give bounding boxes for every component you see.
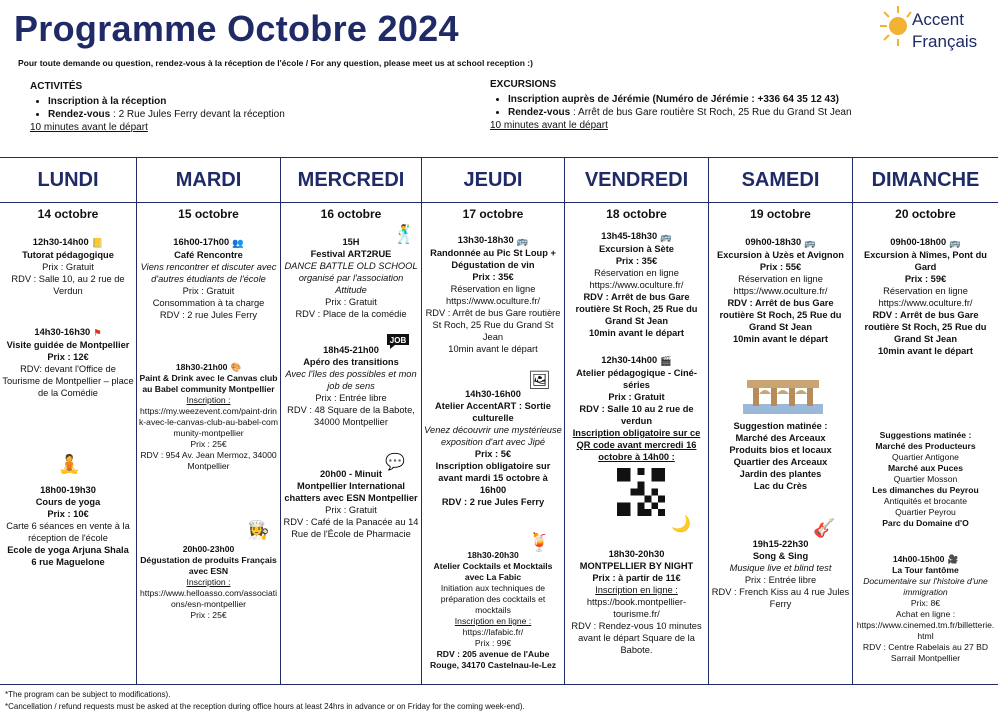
cocktail-icon: 🍹 [528, 532, 551, 552]
accent-francais-logo [878, 2, 988, 62]
excursions-info [490, 78, 980, 132]
excursions-note: 10 minutes avant le départ [490, 120, 608, 131]
bus-icon: 🚌 [660, 231, 672, 242]
activities-note: 10 minutes avant le départ [30, 122, 148, 133]
page-subtitle: Pour toute demande ou question, rendez-vous à la réception de l'école / For any question, please meet us at school reception :) [18, 58, 533, 68]
footer-note: *Cancellation / refund requests must be asked at the reception during office hours at least 24hrs in advance or on Friday for the coming week-end). [5, 702, 525, 711]
day-name: MARDI [137, 158, 280, 203]
activities-heading: ACTIVITÉS [30, 81, 83, 92]
event-sete: 13h45-18h30 🚌 Excursion à Sète Prix : 35€ Réservation en ligne https://www.oculture.fr/ RDV : Arrêt de bus Gare routière St Roch, 25 Rue du Grand St Jean 10min avant le départ [565, 230, 708, 339]
page-title: Programme Octobre 2024 [14, 8, 459, 49]
event-suggestions: Suggestions matinée : Marché des Producteurs Quartier Antigone Marché aux Puces Quartier Mosson Les dimanches du Peyrou Antiquités et brocante Quartier Peyrou Parc du Domaine d'O [872, 430, 979, 528]
logo-text-line1: Accent [912, 10, 964, 29]
oculture-link[interactable]: https://www.oculture.fr/ [445, 295, 541, 306]
day-date: 16 octobre [320, 207, 382, 221]
cinemed-link[interactable]: https://www.cinemed.tm.fr/billetterie.html [856, 620, 995, 642]
day-column-samedi [709, 158, 853, 684]
day-date: 20 octobre [895, 207, 956, 221]
day-column-lundi [0, 158, 137, 684]
excursions-item: • Rendez-vous : Arrêt de bus Gare routière St Roch, 25 Rue du Grand St Jean [508, 106, 980, 119]
day-date: 18 octobre [606, 207, 667, 221]
day-date: 14 octobre [37, 207, 99, 221]
week-grid [0, 158, 998, 686]
people-table-icon: 👥 [232, 237, 244, 248]
event-chatters: 20h00 - Minuit Montpellier International chatters avec ESN Montpellier Prix : Gratuit RDV : Café de la Panacée au 14 Rue de l'École de Pharmacie [283, 469, 419, 539]
paint-link[interactable]: https://my.weezevent.com/paint-drink-avec-le-canvas-club-au-babel-community-montpellier [139, 406, 278, 439]
bus-icon: 🚌 [516, 235, 529, 246]
oculture-link[interactable]: https://www.oculture.fr/ [878, 297, 973, 308]
yoga-icon: 🧘 [58, 454, 81, 474]
bus-icon: 🚌 [804, 237, 816, 248]
lafabic-link[interactable]: https://lafabic.fr/ [462, 627, 524, 637]
activities-info [30, 80, 450, 134]
day-date: 19 octobre [750, 207, 811, 221]
day-column-vendredi [565, 158, 709, 684]
day-name: SAMEDI [709, 158, 852, 203]
event-festival: 15H Festival ART2RUE DANCE BATTLE OLD SCHOOL organisé par l'association Attitude Prix : Gratuit RDV : Place de la comédie [284, 237, 418, 319]
event-song: 19h15-22h30 Song & Sing Musique live et blind test Prix : Entrée libre RDV : French Kiss au 4 rue Jules Ferry [711, 539, 850, 609]
chat-bubbles-icon: 💬 [385, 454, 405, 471]
footer-note: *The program can be subject to modifications). [5, 690, 171, 699]
event-suggestion: Suggestion matinée : Marché des Arceaux Produits bios et locaux Quartier des Arceaux Jardin des plantes Lac du Crès [729, 421, 832, 491]
event-visite: 14h30-16h30 ⚑ Visite guidée de Montpellier Prix : 12€ RDV: devant l'Office de Tourisme de Montpellier – place de la Comédie [2, 327, 134, 398]
day-column-jeudi [422, 158, 565, 684]
flag-icon: ⚑ [93, 327, 102, 338]
event-nimes: 09h00-18h00 🚌 Excursion à Nîmes, Pont du Gard Prix : 59€ Réservation en ligne https://www.oculture.fr/ RDV : Arrêt de bus Gare routière St Roch, 25 Rue du Grand St Jean 10min avant le départ [853, 236, 998, 357]
dancer-icon: 🕺 [393, 224, 416, 244]
day-column-dimanche [853, 158, 998, 684]
activities-item: • Rendez-vous : 2 Rue Jules Ferry devant la réception [48, 108, 450, 121]
day-name: DIMANCHE [853, 158, 998, 203]
excursions-heading: EXCURSIONS [490, 79, 557, 90]
event-by-night: 18h30-20h30 MONTPELLIER BY NIGHT Prix : à partir de 11€ Inscription en ligne : https://book.montpellier-tourisme.fr/ RDV : Rendez-vous 10 minutes avant le départ Square de la Babote. [565, 548, 708, 656]
oculture-link[interactable]: https://www.oculture.fr/ [589, 279, 684, 290]
svg-text:JOB: JOB [389, 336, 407, 345]
sun-logo-icon [878, 4, 912, 54]
event-degustation: 20h00-23h00 Dégustation de produits Français avec ESN Inscription : https://www.helloasso.com/associations/esn-montpellier Prix : 25€ [139, 544, 278, 620]
divider [0, 684, 998, 685]
event-cocktails: 18h30-20h30 Atelier Cocktails et Mocktails avec La Fabic Initiation aux techniques de préparation des cocktails et mocktails Inscription en ligne : https://lafabic.fr/ Prix : 99€ RDV : 205 avenue de l'Aube Rouge, 34170 Castelnau-le-Lez [422, 550, 564, 671]
event-cafe: 16h00-17h00 👥 Café Rencontre Viens rencontrer et discuter avec d'autres étudiants de l'école Prix : Gratuit Consommation à ta charge RDV : 2 rue Jules Ferry [140, 237, 277, 320]
event-tour: 14h00-15h00 🎥 La Tour fantôme Documentaire sur l'histoire d'une immigration Prix: 8€ Achat en ligne : https://www.cinemed.tm.fr/billetterie.html RDV : Centre Rabelais au 27 BD Sarrail Montpellier [856, 554, 995, 664]
day-column-mercredi [281, 158, 422, 684]
day-name: JEUDI [422, 158, 564, 203]
notebook-icon: 📒 [91, 237, 104, 248]
event-tutorat: 12h30-14h00 📒 Tutorat pédagogique Prix : Gratuit RDV : Salle 10, au 2 rue de Verdun [11, 237, 125, 296]
aqueduct-image [743, 374, 823, 419]
camera-icon: 🎥 [947, 554, 959, 565]
event-accentart: 14h30-16h00 Atelier AccentART : Sortie culturelle Venez découvrir une mystérieuse exposition d'art avec Jipé Prix : 5€ Inscription obligatoire sur avant mardi 15 octobre à 16h00 RDV : 2 rue Jules Ferry [424, 389, 562, 507]
event-uzes: 09h00-18h30 🚌 Excursion à Uzès et Avignon Prix : 55€ Réservation en ligne https://www.oculture.fr/ RDV : Arrêt de bus Gare routière St Roch, 25 Rue du Grand St Jean 10min avant le départ [709, 236, 852, 345]
moon-stars-icon: 🌙 [671, 516, 691, 533]
oculture-link[interactable]: https://www.oculture.fr/ [733, 285, 828, 296]
day-name: MERCREDI [281, 158, 421, 203]
day-date: 15 octobre [178, 207, 239, 221]
activities-item: • Inscription à la réception [48, 95, 450, 108]
esn-link[interactable]: https://www.helloasso.com/associations/esn-montpellier [139, 588, 278, 609]
event-apero: 18h45-21h00 Apéro des transitions Avec l'îles des possibles et mon job de sens Prix : Entrée libre RDV : 48 Square de la Babote, 34000 Montpellier [285, 345, 417, 427]
day-date: 17 octobre [462, 207, 524, 221]
guitar-icon: 🎸 [813, 518, 836, 538]
easel-icon: 🎨 [230, 362, 242, 373]
clapperboard-icon: 🎬 [660, 355, 672, 366]
event-randonnee: 13h30-18h30 🚌 Randonnée au Pic St Loup + Dégustation de vin Prix : 35€ Réservation en ligne https://www.oculture.fr/ RDV : Arrêt de bus Gare routière St Roch, 25 Rue du Grand St Jean 10min avant le départ [425, 235, 561, 354]
art-icon: 🖼 [528, 370, 551, 390]
day-name: LUNDI [0, 158, 136, 203]
day-name: VENDREDI [565, 158, 708, 203]
logo-text-line2: Français [912, 32, 978, 51]
event-yoga: 18h00-19h30 Cours de yoga Prix : 10€ Carte 6 séances en vente à la réception de l'école Ecole de yoga Arjuna Shala 6 rue Maguelone [6, 485, 130, 567]
event-paint: 18h30-21h00 🎨 Paint & Drink avec le Canvas club au Babel community Montpellier Inscription : https://my.weezevent.com/paint-drink-avec-le-canvas-club-au-babel-community-montpellier Prix : 25€ RDV : 954 Av. Jean Mermoz, 34000 Montpellier [139, 362, 278, 472]
bus-icon: 🚌 [949, 237, 961, 248]
day-column-mardi [137, 158, 281, 684]
excursions-item: • Inscription auprès de Jérémie (Numéro de Jérémie : +336 64 35 12 43) [508, 93, 980, 106]
event-cine: 12h30-14h00 🎬 Atelier pédagogique - Ciné-séries Prix : Gratuit RDV : Salle 10 au 2 rue de verdun Inscription obligatoire sur ce QR code avant mercredi 16 octobre à 14h00 : [572, 355, 701, 462]
tourisme-link[interactable]: https://book.montpellier-tourisme.fr/ [586, 597, 687, 619]
qr-code[interactable] [617, 468, 665, 521]
chef-icon: 👩‍🍳 [247, 520, 270, 540]
